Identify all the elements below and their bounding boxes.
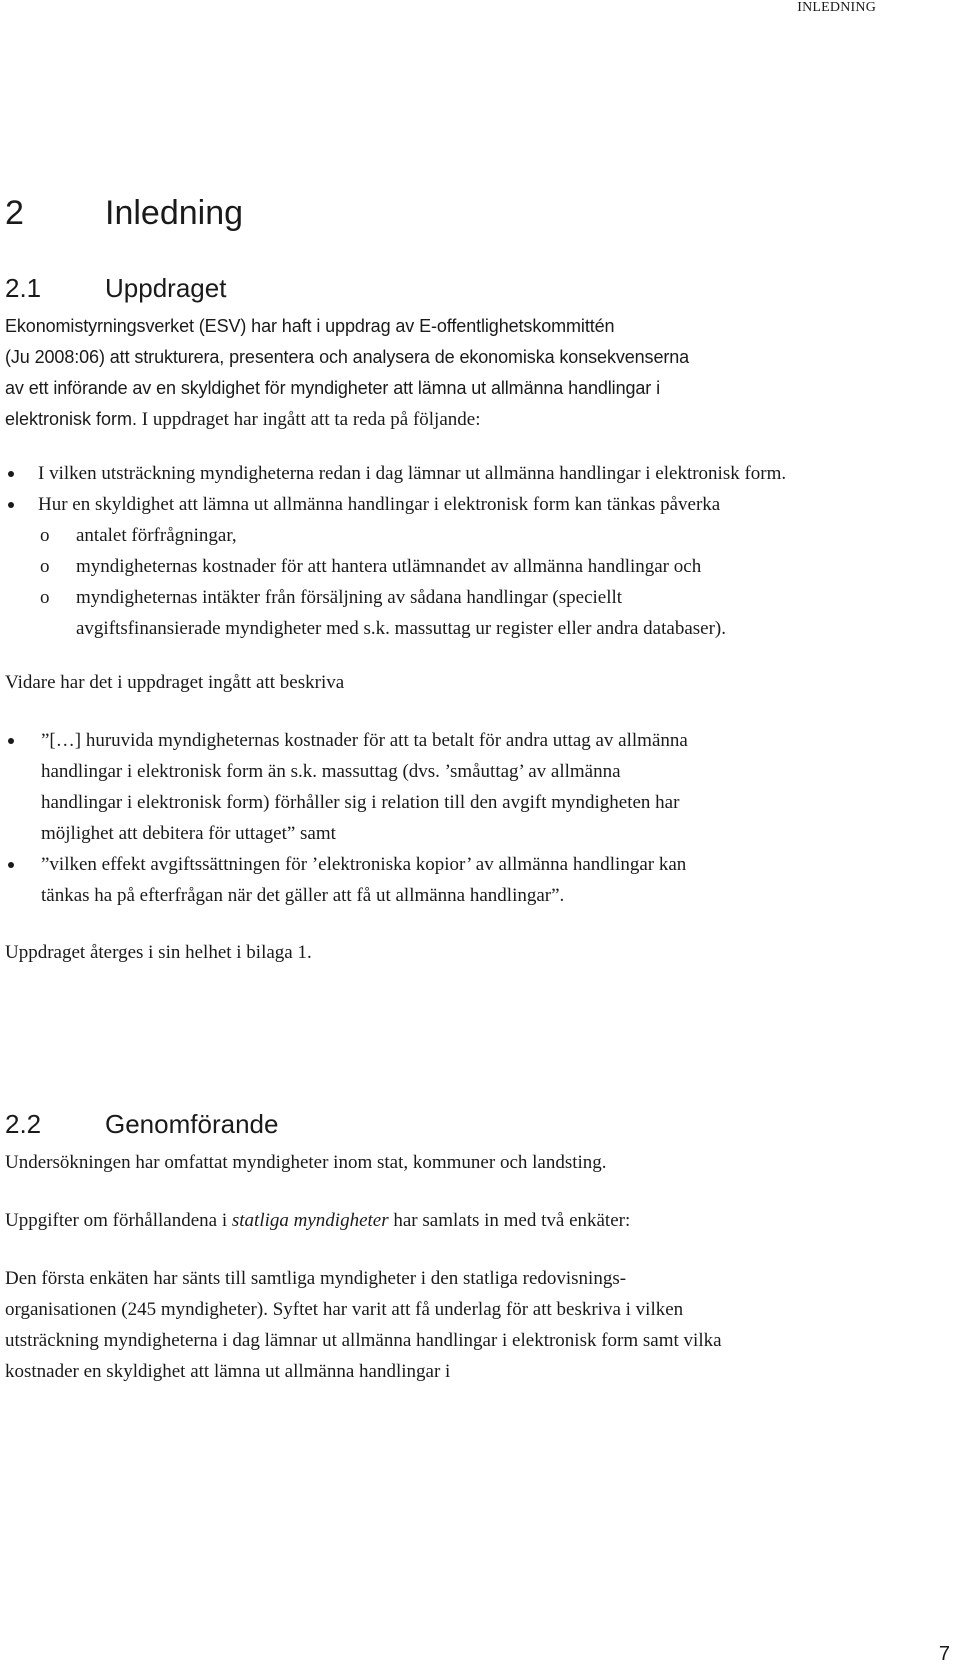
sub-list-item	[5, 551, 716, 582]
quote-list	[5, 725, 705, 911]
section-uppdraget-body	[5, 311, 905, 968]
first-survey-paragraph	[5, 1263, 740, 1387]
survey-text-end: har samlats in med två enkäter:	[388, 1210, 631, 1231]
survey-text-italic: statliga myndigheter	[231, 1210, 389, 1231]
chapter-title: Inledning	[105, 194, 244, 232]
quote-item-text: ”vilken effekt avgiftssättningen för ’elektroniska kopior’ av allmänna handlingar kan tänkas ha på efterfrågan när det gäller att få ut allmänna handlingar”.	[41, 854, 687, 906]
section-number: 2.1	[5, 273, 42, 303]
sub-list	[5, 520, 905, 644]
sub-item-text: antalet förfrågningar,	[76, 525, 237, 546]
circle-bullet-icon: o	[40, 525, 50, 546]
appendix-note: Uppdraget återges i sin helhet i bilaga 1.	[5, 942, 312, 963]
section-title: Uppdraget	[105, 273, 227, 303]
sub-list-item	[5, 582, 736, 644]
page-number: 7	[938, 1643, 950, 1665]
task-item-text: Hur en skyldighet att lämna ut allmänna handlingar i elektronisk form kan tänkas påverka	[38, 494, 721, 515]
section-genomforande-body	[5, 1147, 905, 1387]
section-number: 2.2	[5, 1109, 42, 1139]
intro-line-2: (Ju 2008:06) att strukturera, presentera och analysera de ekonomiska konsekvenserna	[5, 347, 690, 367]
section-heading-uppdraget	[5, 275, 226, 301]
intro-line-4-end: I uppdraget har ingått att ta reda på följande:	[137, 409, 481, 430]
sub-item-text: myndigheternas kostnader för att hantera utlämnandet av allmänna handlingar och	[76, 556, 702, 577]
survey-paragraph	[5, 1205, 905, 1236]
chapter-heading	[5, 196, 243, 230]
chapter-number: 2	[5, 194, 24, 232]
sub-list-item	[5, 520, 905, 551]
first-survey-rest: organisationen (245 myndigheter). Syftet har varit att få underlag för att beskriva i vilken utsträckning myndigheterna i dag lämnar ut allmänna handlingar i elektronisk form samt vilka kostnader en skyldighet att lämna ut allmänna handlingar i	[5, 1299, 722, 1382]
task-item-text: I vilken utsträckning myndigheterna redan i dag lämnar ut allmänna handlingar i elektronisk form.	[38, 463, 787, 484]
survey-text-start: Uppgifter om förhållandena i	[5, 1210, 232, 1231]
circle-bullet-icon: o	[40, 556, 50, 577]
intro-line-1: Ekonomistyrningsverket (ESV) har haft i uppdrag av E-offentlighetskommittén	[5, 316, 615, 336]
running-header: INLEDNING	[797, 0, 876, 15]
first-survey-line-1: Den första enkäten har sänts till samtliga myndigheter i den statliga redovisnings-	[5, 1268, 627, 1289]
sub-item-text: myndigheternas intäkter från försäljning av sådana handlingar (speciellt avgiftsfinansierade myndigheter med s.k. massuttag ur register eller andra databaser).	[76, 587, 726, 639]
section-heading-genomforande	[5, 1111, 278, 1137]
list-item	[5, 725, 705, 849]
list-item	[5, 489, 905, 644]
list-item	[5, 849, 705, 911]
list-item	[5, 458, 905, 489]
intro-line-3: av ett införande av en skyldighet för myndigheter att lämna ut allmänna handlingar i	[5, 378, 660, 398]
intro-line-4-start: elektronisk form.	[5, 409, 138, 429]
circle-bullet-icon: o	[40, 587, 50, 608]
intro-line-4	[5, 404, 905, 435]
quote-item-text: ”[…] huruvida myndigheternas kostnader för att ta betalt för andra uttag av allmänna handlingar i elektronisk form än s.k. massuttag (dvs. ’småuttag’ av allmänna handlingar i elektronisk form) förhåller sig i relation till den avgift myndigheten har möjlighet att debitera för uttaget” samt	[41, 730, 688, 844]
task-list	[5, 458, 905, 644]
section-title: Genomförande	[105, 1109, 279, 1139]
scope-paragraph: Undersökningen har omfattat myndigheter inom stat, kommuner och landsting.	[5, 1152, 607, 1173]
further-text: Vidare har det i uppdraget ingått att beskriva	[5, 672, 345, 693]
